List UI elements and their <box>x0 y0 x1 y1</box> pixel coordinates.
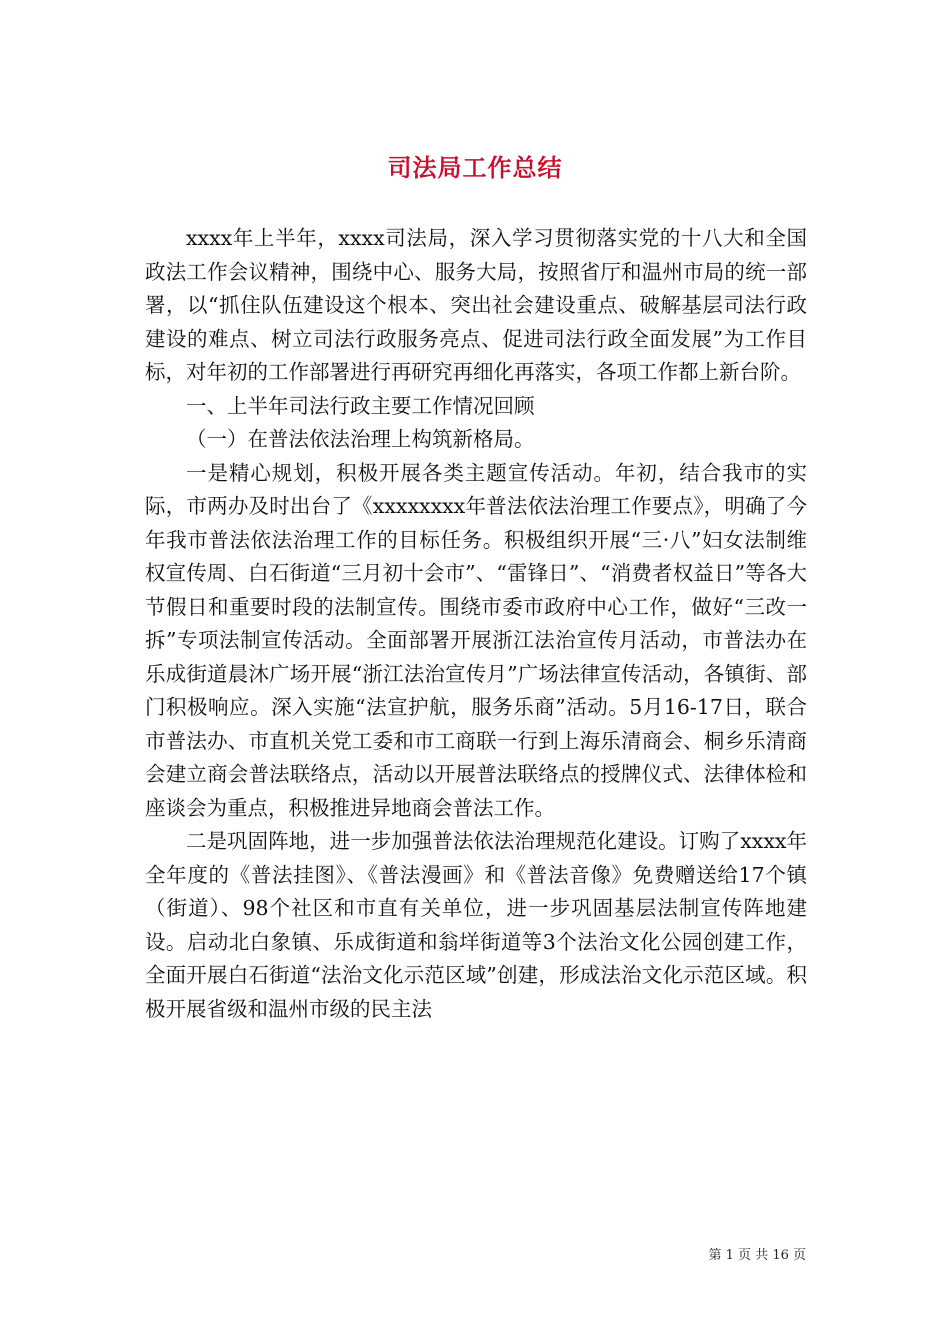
section-heading: 一、上半年司法行政主要工作情况回顾 <box>186 393 535 418</box>
page-number: 第 1 页 共 16 页 <box>708 1248 806 1263</box>
body-paragraph: 一是精心规划，积极开展各类主题宣传活动。年初，结合我市的实际，市两办及时出台了《xxxxxxxx年普法依法治理工作要点》，明确了今年我市普法依法治理工作的目标任务。积极组织开展“三·八”妇女法制维权宣传周、白石街道“三月初十会市”、“雷锋日”、“消费者权益日”等各大节假日和重要时段的法制宣传。围绕市委市政府中心工作，做好“三改一拆”专项法制宣传活动。全面部署开展浙江法治宣传月活动，市普法办在乐成街道晨沐广场开展“浙江法治宣传月”广场法律宣传活动，各镇街、部门积极响应。深入实施“法宣护航，服务乐商”活动。5月16-17日，联合市普法办、市直机关党工委和市工商联一行到上海乐清商会、桐乡乐清商会建立商会普法联络点，活动以开展普法联络点的授牌仪式、法律体检和座谈会为重点，积极推进异地商会普法工作。 <box>145 460 807 820</box>
subsection-heading: （一）在普法依法治理上构筑新格局。 <box>186 427 535 451</box>
document-body <box>145 222 807 1026</box>
body-paragraph: 二是巩固阵地，进一步加强普法依法治理规范化建设。订购了xxxx年全年度的《普法挂图》、《普法漫画》和《普法音像》免费赠送给17个镇（街道）、98个社区和市直有关单位，进一步巩固基层法制宣传阵地建设。启动北白象镇、乐成街道和翁垟街道等3个法治文化公园创建工作，全面开展白石街道“法治文化示范区域”创建，形成法治文化示范区域。积极开展省级和温州市级的民主法 <box>145 829 807 1021</box>
document-title: 司法局工作总结 <box>387 153 563 183</box>
intro-paragraph: xxxx年上半年，xxxx司法局，深入学习贯彻落实党的十八大和全国政法工作会议精神，围绕中心、服务大局，按照省厅和温州市局的统一部署，以“抓住队伍建设这个根本、突出社会建设重点、破解基层司法行政建设的难点、树立司法行政服务亮点、促进司法行政全面发展”为工作目标，对年初的工作部署进行再研究再细化再落实，各项工作都上新台阶。 <box>145 226 807 384</box>
